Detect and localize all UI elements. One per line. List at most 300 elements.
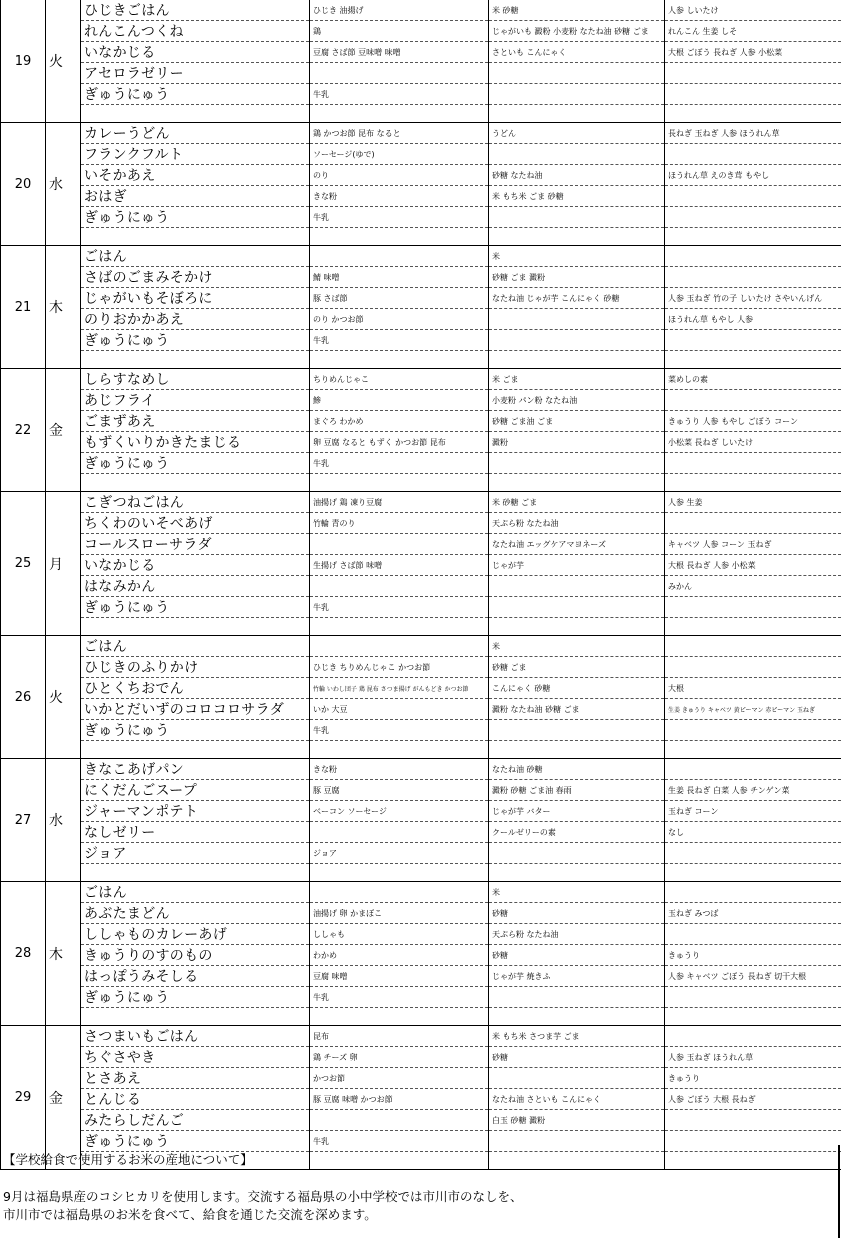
day-of-week: 火 [46,0,81,123]
day-date: 28 [1,882,46,1026]
protein-ingredients: 鯖 味噌 [310,267,489,288]
protein-ingredients: 生揚げ さば節 味噌 [310,555,489,576]
vegetable-ingredients [665,618,841,636]
menu-row [1,246,841,267]
dish-name: ぎゅうにゅう [81,84,310,105]
menu-row [1,207,841,228]
protein-ingredients: 牛乳 [310,207,489,228]
protein-ingredients: ベーコン ソーセージ [310,801,489,822]
protein-ingredients: ひじき ちりめんじゃこ かつお節 [310,657,489,678]
menu-row [1,618,841,636]
vegetable-ingredients [665,597,841,618]
day-of-week: 月 [46,492,81,636]
menu-row [1,369,841,390]
energy-ingredients [489,1068,665,1089]
note-heading: 【学校給食で使用するお米の産地について】 [3,1152,253,1167]
dish-name [81,228,310,246]
dish-name: ひじきごはん [81,0,310,21]
protein-ingredients [310,246,489,267]
energy-ingredients: 澱粉 [489,432,665,453]
menu-row [1,636,841,657]
menu-row [1,801,841,822]
protein-ingredients: 油揚げ 鶏 凍り豆腐 [310,492,489,513]
dish-name: ぎゅうにゅう [81,207,310,228]
vegetable-ingredients [665,924,841,945]
day-date: 27 [1,759,46,882]
dish-name [81,618,310,636]
vegetable-ingredients: 人参 しいたけ [665,0,841,21]
note-text-line: 市川市では福島県のお米を食べて、給食を通じた交流を深めます。 [3,1207,377,1222]
menu-row [1,780,841,801]
menu-row [1,288,841,309]
menu-row [1,945,841,966]
dish-name [81,741,310,759]
dish-name: みたらしだんご [81,1110,310,1131]
dish-name: にくだんごスープ [81,780,310,801]
dish-name [81,351,310,369]
menu-row [1,924,841,945]
dish-name: れんこんつくね [81,21,310,42]
menu-row [1,42,841,63]
protein-ingredients: 油揚げ 卵 かまぼこ [310,903,489,924]
energy-ingredients: なたね油 じゃが芋 こんにゃく 砂糖 [489,288,665,309]
vegetable-ingredients: 小松菜 長ねぎ しいたけ [665,432,841,453]
energy-ingredients: じゃが芋 [489,555,665,576]
day-date: 20 [1,123,46,246]
menu-row [1,1089,841,1110]
vegetable-ingredients: 菜めしの素 [665,369,841,390]
protein-ingredients: 鶏 [310,21,489,42]
protein-ingredients: 牛乳 [310,987,489,1008]
energy-ingredients [489,105,665,123]
energy-ingredients [489,864,665,882]
energy-ingredients [489,453,665,474]
vegetable-ingredients: 長ねぎ 玉ねぎ 人参 ほうれん草 [665,123,841,144]
menu-row [1,105,841,123]
menu-row [1,678,841,699]
energy-ingredients: 米 [489,246,665,267]
protein-ingredients: わかめ [310,945,489,966]
menu-row [1,474,841,492]
dish-name: ぎゅうにゅう [81,330,310,351]
protein-ingredients: 牛乳 [310,453,489,474]
vegetable-ingredients [665,741,841,759]
dish-name: フランクフルト [81,144,310,165]
menu-row [1,843,841,864]
dish-name: ぎゅうにゅう [81,453,310,474]
energy-ingredients: 米 もち米 ごま 砂糖 [489,186,665,207]
protein-ingredients: ジョア [310,843,489,864]
protein-ingredients [310,1110,489,1131]
protein-ingredients: 鯵 [310,390,489,411]
vegetable-ingredients [665,987,841,1008]
vegetable-ingredients: なし [665,822,841,843]
note-text-line: 9月は福島県産のコシヒカリを使用します。交流する福島県の小中学校では市川市のなしを、 [3,1189,523,1204]
protein-ingredients: 牛乳 [310,597,489,618]
vegetable-ingredients: みかん [665,576,841,597]
protein-ingredients: 豚 さば節 [310,288,489,309]
vegetable-ingredients: 人参 玉ねぎ ほうれん草 [665,1047,841,1068]
energy-ingredients: 砂糖 ごま 澱粉 [489,267,665,288]
dish-name: カレーうどん [81,123,310,144]
dish-name: ひとくちおでん [81,678,310,699]
protein-ingredients [310,534,489,555]
energy-ingredients: 米 [489,636,665,657]
menu-row [1,1026,841,1047]
menu-row [1,453,841,474]
dish-name [81,474,310,492]
energy-ingredients: 砂糖 なたね油 [489,165,665,186]
energy-ingredients: 米 砂糖 [489,0,665,21]
day-of-week: 水 [46,123,81,246]
dish-name: とんじる [81,1089,310,1110]
protein-ingredients: 竹輪 いわし団子 鶏 昆布 さつま揚げ がんもどき かつお節 [310,678,489,699]
vegetable-ingredients: 人参 キャベツ ごぼう 長ねぎ 切干大根 [665,966,841,987]
vegetable-ingredients [665,207,841,228]
day-date: 29 [1,1026,46,1170]
energy-ingredients [489,597,665,618]
energy-ingredients: 天ぷら粉 なたね油 [489,924,665,945]
energy-ingredients [489,474,665,492]
energy-ingredients [489,720,665,741]
dish-name: はなみかん [81,576,310,597]
vegetable-ingredients [665,144,841,165]
energy-ingredients [489,843,665,864]
energy-ingredients [489,741,665,759]
protein-ingredients [310,636,489,657]
protein-ingredients: 鶏 かつお節 昆布 なると [310,123,489,144]
energy-ingredients: 澱粉 砂糖 ごま油 春雨 [489,780,665,801]
dish-name: いそかあえ [81,165,310,186]
menu-row [1,576,841,597]
energy-ingredients: うどん [489,123,665,144]
dish-name: ぎゅうにゅう [81,720,310,741]
vegetable-ingredients: きゅうり [665,945,841,966]
protein-ingredients: 豚 豆腐 味噌 かつお節 [310,1089,489,1110]
protein-ingredients: いか 大豆 [310,699,489,720]
menu-row [1,309,841,330]
vegetable-ingredients: 人参 ごぼう 大根 長ねぎ [665,1089,841,1110]
protein-ingredients [310,882,489,903]
protein-ingredients: 豆腐 味噌 [310,966,489,987]
vegetable-ingredients: 玉ねぎ みつば [665,903,841,924]
menu-row [1,21,841,42]
vegetable-ingredients: れんこん 生姜 しそ [665,21,841,42]
menu-row [1,759,841,780]
vegetable-ingredients [665,351,841,369]
energy-ingredients: なたね油 エッグケアマヨネーズ [489,534,665,555]
menu-row [1,1047,841,1068]
protein-ingredients: のり かつお節 [310,309,489,330]
dish-name: ちくわのいそべあげ [81,513,310,534]
protein-ingredients [310,351,489,369]
dish-name: さばのごまみそかけ [81,267,310,288]
dish-name [81,105,310,123]
protein-ingredients: きな粉 [310,759,489,780]
menu-row [1,186,841,207]
dish-name: ジャーマンポテト [81,801,310,822]
protein-ingredients: ちりめんじゃこ [310,369,489,390]
menu-row [1,1068,841,1089]
menu-row [1,1008,841,1026]
energy-ingredients: じゃが芋 焼きふ [489,966,665,987]
dish-name: もずくいりかきたまじる [81,432,310,453]
day-of-week: 木 [46,882,81,1026]
menu-row [1,123,841,144]
protein-ingredients: 昆布 [310,1026,489,1047]
menu-row [1,555,841,576]
protein-ingredients [310,741,489,759]
menu-row [1,165,841,186]
protein-ingredients: ソーセージ(ゆで) [310,144,489,165]
dish-name: ごはん [81,246,310,267]
protein-ingredients [310,474,489,492]
menu-row [1,84,841,105]
energy-ingredients: じゃが芋 バター [489,801,665,822]
vegetable-ingredients [665,657,841,678]
dish-name: きなこあげパン [81,759,310,780]
energy-ingredients: 天ぷら粉 なたね油 [489,513,665,534]
menu-row [1,330,841,351]
day-of-week: 金 [46,1026,81,1170]
vegetable-ingredients: ほうれん草 もやし 人参 [665,309,841,330]
menu-row [1,966,841,987]
vegetable-ingredients [665,453,841,474]
energy-ingredients [489,576,665,597]
protein-ingredients [310,618,489,636]
energy-ingredients [489,63,665,84]
vegetable-ingredients [665,882,841,903]
rice-origin-note [0,1145,841,1238]
menu-row [1,492,841,513]
vegetable-ingredients: きゅうり 人参 もやし ごぼう コーン [665,411,841,432]
menu-row [1,513,841,534]
vegetable-ingredients [665,267,841,288]
protein-ingredients: 豆腐 さば節 豆味噌 味噌 [310,42,489,63]
dish-name: さつまいもごはん [81,1026,310,1047]
vegetable-ingredients: キャベツ 人参 コーン 玉ねぎ [665,534,841,555]
protein-ingredients: きな粉 [310,186,489,207]
dish-name: ちぐさやき [81,1047,310,1068]
protein-ingredients: 卵 豆腐 なると もずく かつお節 昆布 [310,432,489,453]
dish-name: あぶたまどん [81,903,310,924]
vegetable-ingredients [665,105,841,123]
dish-name: ししゃものカレーあげ [81,924,310,945]
vegetable-ingredients [665,186,841,207]
menu-row [1,699,841,720]
vegetable-ingredients [665,1008,841,1026]
dish-name: のりおかかあえ [81,309,310,330]
dish-name: じゃがいもそぼろに [81,288,310,309]
day-of-week: 水 [46,759,81,882]
energy-ingredients: 砂糖 ごま [489,657,665,678]
note-divider [838,1145,840,1238]
dish-name [81,1008,310,1026]
menu-row [1,657,841,678]
dish-name: しらすなめし [81,369,310,390]
protein-ingredients: 牛乳 [310,84,489,105]
vegetable-ingredients [665,474,841,492]
dish-name: なしゼリー [81,822,310,843]
energy-ingredients [489,330,665,351]
vegetable-ingredients [665,636,841,657]
day-of-week: 金 [46,369,81,492]
protein-ingredients [310,105,489,123]
menu-row [1,267,841,288]
dish-name: ごはん [81,636,310,657]
day-date: 21 [1,246,46,369]
dish-name: おはぎ [81,186,310,207]
menu-row [1,597,841,618]
energy-ingredients: 砂糖 [489,945,665,966]
protein-ingredients: のり [310,165,489,186]
menu-row [1,351,841,369]
vegetable-ingredients: 生姜 きゅうり キャベツ 黄ピーマン 赤ピーマン 玉ねぎ [665,699,841,720]
dish-name: いなかじる [81,42,310,63]
energy-ingredients: 米 もち米 さつま芋 ごま [489,1026,665,1047]
day-of-week: 火 [46,636,81,759]
protein-ingredients: 牛乳 [310,720,489,741]
dish-name: あじフライ [81,390,310,411]
dish-name: ごはん [81,882,310,903]
menu-row [1,0,841,21]
energy-ingredients: 砂糖 [489,903,665,924]
menu-row [1,903,841,924]
dish-name: ひじきのふりかけ [81,657,310,678]
menu-row [1,63,841,84]
vegetable-ingredients [665,720,841,741]
vegetable-ingredients: 大根 [665,678,841,699]
dish-name: いかとだいずのコロコロサラダ [81,699,310,720]
dish-name: いなかじる [81,555,310,576]
vegetable-ingredients: 生姜 長ねぎ 白菜 人参 チンゲン菜 [665,780,841,801]
dish-name: ぎゅうにゅう [81,597,310,618]
protein-ingredients [310,864,489,882]
protein-ingredients: 豚 豆腐 [310,780,489,801]
menu-row [1,534,841,555]
energy-ingredients [489,207,665,228]
menu-row [1,741,841,759]
dish-name: アセロラゼリー [81,63,310,84]
energy-ingredients [489,987,665,1008]
menu-row [1,864,841,882]
energy-ingredients: クールゼリーの素 [489,822,665,843]
vegetable-ingredients [665,63,841,84]
protein-ingredients: かつお節 [310,1068,489,1089]
day-of-week: 木 [46,246,81,369]
menu-row [1,882,841,903]
vegetable-ingredients [665,1110,841,1131]
dish-name: こぎつねごはん [81,492,310,513]
protein-ingredients [310,1008,489,1026]
energy-ingredients: さといも こんにゃく [489,42,665,63]
energy-ingredients: じゃがいも 澱粉 小麦粉 なたね油 砂糖 ごま [489,21,665,42]
energy-ingredients: 砂糖 [489,1047,665,1068]
vegetable-ingredients: 人参 玉ねぎ 竹の子 しいたけ さやいんげん [665,288,841,309]
dish-name: ごまずあえ [81,411,310,432]
vegetable-ingredients: ほうれん草 えのき茸 もやし [665,165,841,186]
vegetable-ingredients [665,228,841,246]
energy-ingredients: 米 砂糖 ごま [489,492,665,513]
protein-ingredients: 竹輪 青のり [310,513,489,534]
dish-name: ジョア [81,843,310,864]
energy-ingredients [489,351,665,369]
dish-name: きゅうりのすのもの [81,945,310,966]
menu-row [1,822,841,843]
vegetable-ingredients [665,843,841,864]
dish-name: コールスローサラダ [81,534,310,555]
vegetable-ingredients [665,330,841,351]
dish-name: とさあえ [81,1068,310,1089]
dish-name [81,864,310,882]
energy-ingredients [489,144,665,165]
vegetable-ingredients [665,246,841,267]
dish-name: はっぽうみそしる [81,966,310,987]
day-date: 22 [1,369,46,492]
protein-ingredients: 鶏 チーズ 卵 [310,1047,489,1068]
vegetable-ingredients [665,864,841,882]
energy-ingredients [489,228,665,246]
dish-name: ぎゅうにゅう [81,987,310,1008]
menu-row [1,432,841,453]
protein-ingredients [310,576,489,597]
energy-ingredients [489,1008,665,1026]
energy-ingredients [489,84,665,105]
energy-ingredients: 砂糖 ごま油 ごま [489,411,665,432]
menu-row [1,1110,841,1131]
protein-ingredients: 牛乳 [310,330,489,351]
energy-ingredients [489,309,665,330]
protein-ingredients: 牛乳 [310,1131,489,1152]
energy-ingredients: こんにゃく 砂糖 [489,678,665,699]
energy-ingredients: 米 [489,882,665,903]
energy-ingredients: 澱粉 なたね油 砂糖 ごま [489,699,665,720]
protein-ingredients [310,63,489,84]
vegetable-ingredients [665,390,841,411]
vegetable-ingredients: きゅうり [665,1068,841,1089]
menu-row [1,390,841,411]
menu-row [1,228,841,246]
vegetable-ingredients: 人参 生姜 [665,492,841,513]
energy-ingredients: 小麦粉 パン粉 なたね油 [489,390,665,411]
menu-row [1,987,841,1008]
menu-row [1,144,841,165]
energy-ingredients: なたね油 砂糖 [489,759,665,780]
day-date: 26 [1,636,46,759]
vegetable-ingredients: 大根 ごぼう 長ねぎ 人参 小松菜 [665,42,841,63]
vegetable-ingredients [665,759,841,780]
menu-row [1,720,841,741]
dish-name: ぎゅうにゅう [81,1131,310,1152]
day-date: 25 [1,492,46,636]
protein-ingredients [310,822,489,843]
vegetable-ingredients [665,84,841,105]
protein-ingredients [310,228,489,246]
energy-ingredients: 米 ごま [489,369,665,390]
energy-ingredients [489,618,665,636]
vegetable-ingredients: 大根 長ねぎ 人参 小松菜 [665,555,841,576]
menu-row [1,411,841,432]
protein-ingredients: ひじき 油揚げ [310,0,489,21]
vegetable-ingredients [665,513,841,534]
energy-ingredients: なたね油 さといも こんにゃく [489,1089,665,1110]
protein-ingredients: ししゃも [310,924,489,945]
vegetable-ingredients: 玉ねぎ コーン [665,801,841,822]
energy-ingredients: 白玉 砂糖 澱粉 [489,1110,665,1131]
protein-ingredients: まぐろ わかめ [310,411,489,432]
vegetable-ingredients [665,1026,841,1047]
day-date: 19 [1,0,46,123]
